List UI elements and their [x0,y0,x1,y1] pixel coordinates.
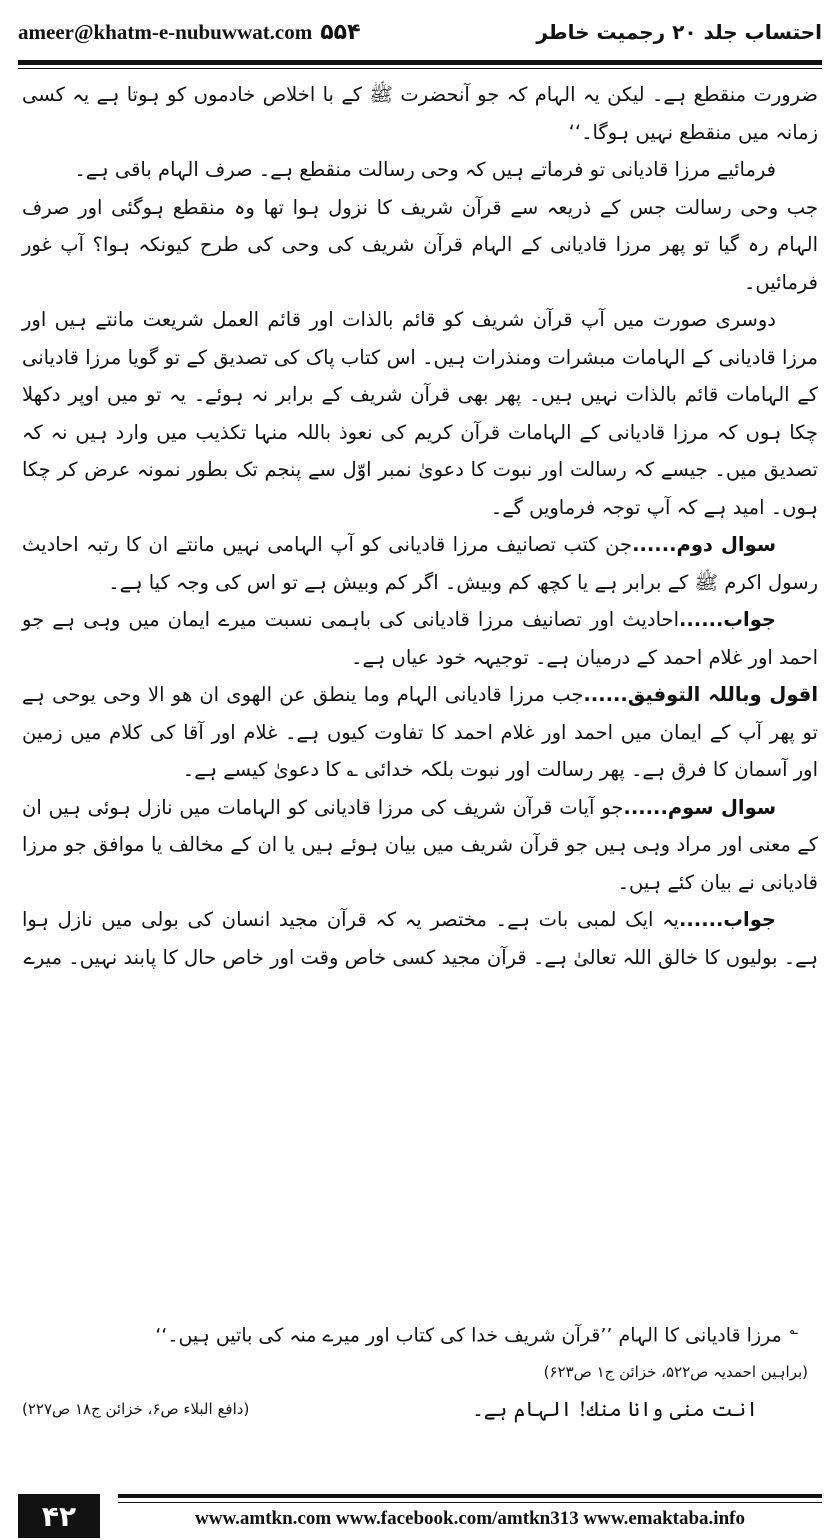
footer-rule-thick [118,1494,822,1498]
paragraph-text: جب وحی رسالت جس کے ذریعہ سے قرآن شریف کا نزول ہوا تھا وہ منقطع ہوگئی اور صرف الہام رہ گیا تو پھر مرزا قادیانی کے الہام قرآن شریف کی وحی کی طرح کیونکہ ہوا؟ آپ غور فرمائیں۔ [22,195,818,294]
paragraph-text: فرمائیے مرزا قادیانی تو فرماتے ہیں کہ وحی رسالت منقطع ہے۔ صرف الہام باقی ہے۔ [74,158,776,181]
header-email-block [18,20,361,45]
paragraph-text: جب مرزا قادیانی الہام [396,683,584,706]
header-rule-thin [18,68,822,69]
paragraph [22,601,818,676]
page-header [18,14,822,50]
footnote-reference: (براہین احمدیہ ص۵۲۲، خزائن ج۱ ص۶۲۳) [543,1363,808,1382]
footnote-text: مرزا قادیانی کا الہام ’’قرآن شریف خدا کی کتاب اور میرے منہ کی باتیں ہیں۔‘‘ [155,1324,782,1347]
arabic-verse: وما ینطق عن الھوی ان ھو الا وحی یوحی [52,683,390,706]
response-label: اقول وباللہ التوفیق...... [583,683,819,706]
paragraph-text: یہ ایک لمبی بات ہے۔ مختصر یہ کہ قرآن مجید انسان کی بولی میں نازل ہوا ہے۔ بولیوں کا خالق اللہ تعالیٰ ہے۔ قرآن مجید کسی خاص وقت اور خاص حال کا پابند نہیں۔ میرے [22,908,818,969]
running-title: احتساب جلد ۲۰ رجمیت خاطر [536,20,822,44]
paragraph [22,301,818,526]
question-label: سوال دوم...... [632,533,777,556]
paragraph [22,901,818,976]
paragraph-text: ہے تو پھر آپ کے ایمان میں احمد اور غلام احمد کا تفاوت کیوں ہے۔ غلام اور آقا کی کلام میں زمین اور آسمان کا فرق ہے۔ پھر رسالت اور نبوت بلکہ خدائی ؎ کا دعویٰ کیسے ہے۔ [22,683,818,781]
body-text [22,76,818,976]
paragraph-text: جو آیات قرآن شریف کی مرزا قادیانی کو الہامات میں نازل ہوئی ہیں ان کے معنی اور مراد وہی ہیں جو قرآن شریف میں بیان ہوئے ہیں یا ان کے مخالف یا موافق جو مرزا قادیانی نے بیان کئے ہیں۔ [22,795,818,894]
question-label: سوال سوم...... [623,795,777,819]
footnote-reference: (دافع البلاء ص۶، خزائن ج۱۸ ص۲۲۷) [22,1400,250,1419]
footnote-arabic: انت منی وانا منك! الہام ہے۔ [472,1397,758,1422]
paragraph [22,526,818,601]
paragraph [22,189,818,302]
footnotes [22,1312,818,1421]
paragraph-text: دوسری صورت میں آپ قرآن شریف کو قائم بالذات اور قائم العمل شریعت مانتے ہیں اور مرزا قادیانی کے الہامات مبشرات ومنذرات ہیں۔ اس کتاب پاک کی تصدیق کے تو گویا مرزا قادیانی کے الہامات قائم بالذات نہیں ہیں۔ پھر بھی قرآن شریف کے برابر نہ ہوئے۔ یہ تو میں اوپر دکھلا چکا ہوں کہ مرزا قادیانی کے الہامات قرآن کریم کی نعوذ باللہ منہا تکذیب میں وارد ہیں نہ کہ تصدیق میں۔ جیسے کہ رسالت اور نبوت کا دعویٰ نمبر اوّل سے پنجم تک بطور نمونہ عرض کر چکا ہوں۔ امید ہے کہ آپ توجہ فرماویں گے۔ [22,308,818,519]
header-page-number: ۵۵۴ [320,19,361,45]
answer-label: جواب...... [678,908,776,931]
page-footer [0,1494,840,1540]
footer-page-number: ۴۲ [18,1494,100,1538]
header-email: ameer@khatm-e-nubuwwat.com [18,19,313,44]
paragraph-text: ضرورت منقطع ہے۔ لیکن یہ الہام کہ جو آنحضرت ﷺ کے با اخلاص خادموں کو ہوتا ہے یہ کسی زمانہ میں منقطع نہیں ہوگا۔‘‘ [22,83,818,144]
answer-label: جواب...... [678,608,776,631]
paragraph [22,151,818,189]
footer-urls: www.amtkn.com www.facebook.com/amtkn313 www.emaktaba.info [195,1508,745,1529]
footnote-2 [22,1397,818,1421]
footer-rule-thin [118,1502,822,1503]
paragraph [22,76,818,151]
paragraph-text: احادیث اور تصانیف مرزا قادیانی کی باہمی نسبت میرے ایمان میں وہی ہے جو احمد اور غلام احمد کے درمیان ہے۔ توجیہہ خود عیاں ہے۔ [22,608,818,669]
header-rule-thick [18,60,822,65]
paragraph-text: جن کتب تصانیف مرزا قادیانی کو آپ الہامی نہیں مانتے ان کا رتبہ احادیث رسول اکرم ﷺ کے برابر ہے یا کچھ کم وبیش۔ اگر کم وبیش ہے تو اس کی وجہ کیا ہے۔ [22,533,818,594]
paragraph [22,789,818,902]
paragraph [22,676,818,789]
footnote-mark: ؎ [789,1322,798,1338]
footnote-1 [22,1312,818,1353]
